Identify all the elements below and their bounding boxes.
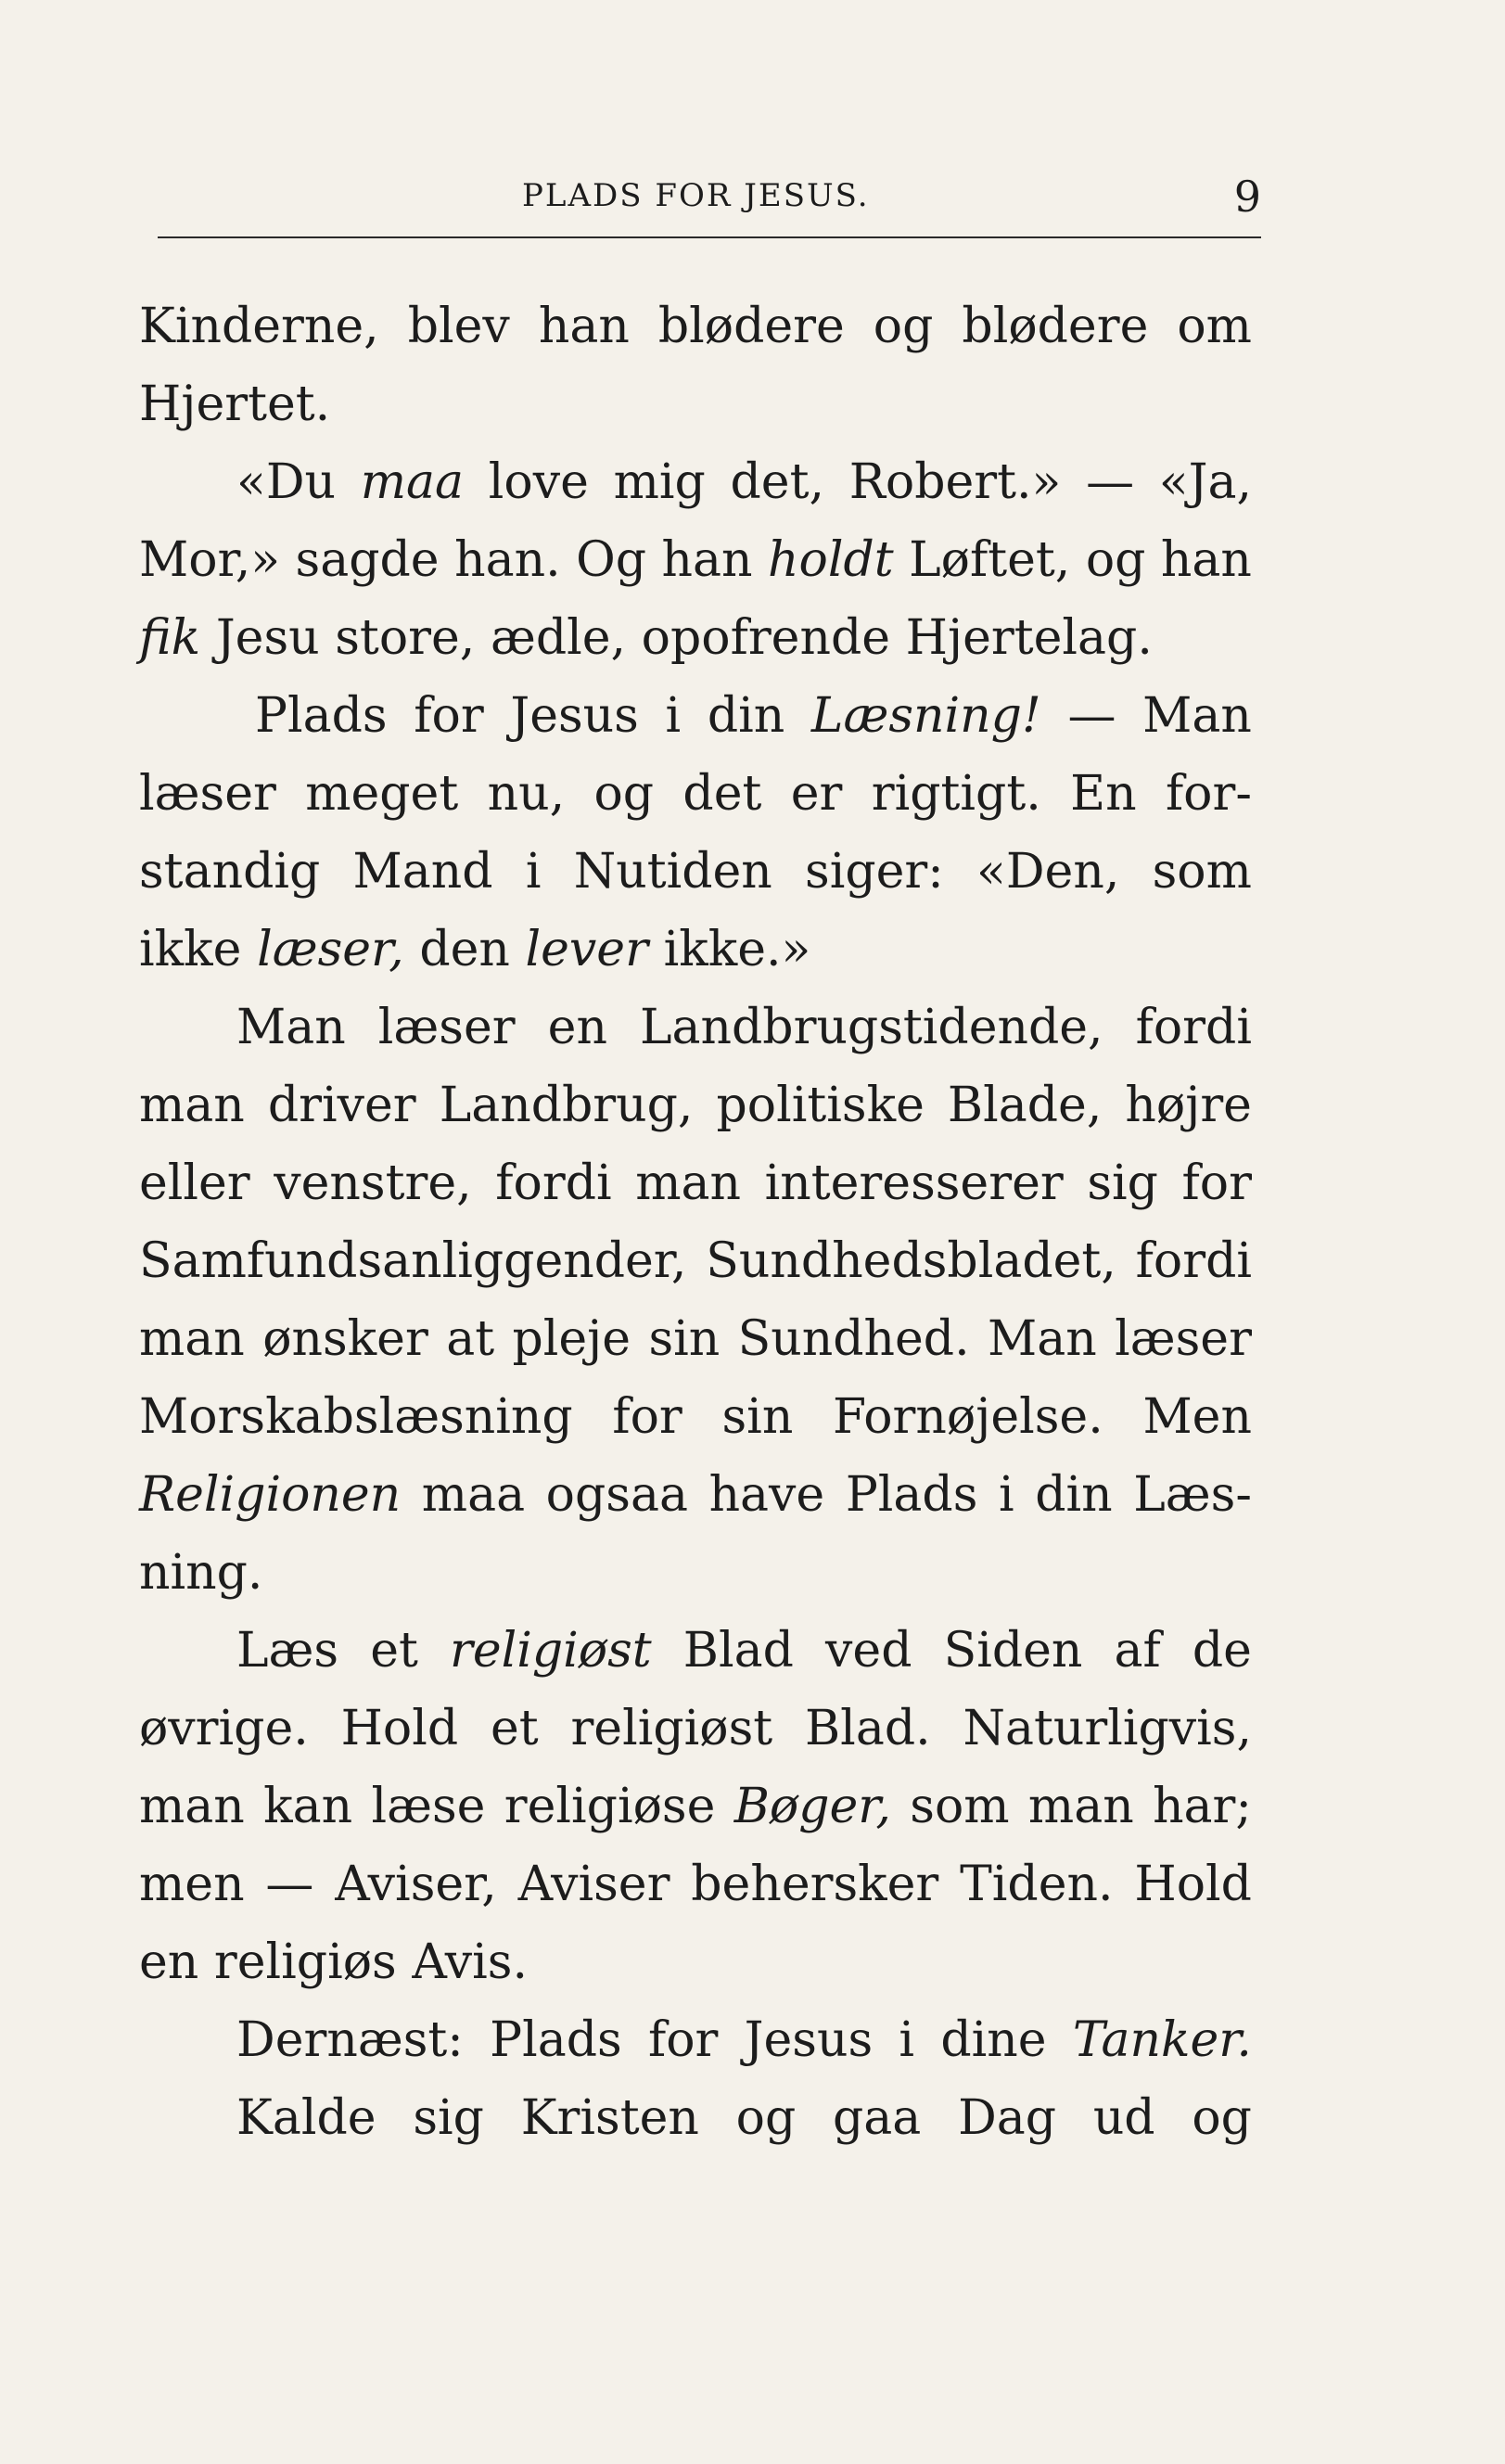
word: blev: [407, 299, 510, 354]
word: Sundhedsbladet,: [706, 1233, 1116, 1289]
word: for: [647, 2012, 719, 2068]
italic-word: læser,: [257, 922, 404, 977]
word: Landbrug,: [439, 1078, 694, 1133]
word: mig: [613, 454, 706, 510]
word: Blad: [682, 1623, 794, 1679]
word: har;: [1153, 1779, 1252, 1834]
text-line: [139, 1222, 1252, 1300]
word: læse: [371, 1779, 486, 1834]
text-line: [139, 1378, 1252, 1456]
word: Løftet,: [909, 532, 1071, 588]
word: for-: [1165, 766, 1252, 822]
italic-word: fik: [139, 610, 201, 666]
word: En: [1070, 766, 1137, 822]
word: Nutiden: [573, 844, 772, 900]
word: Plads: [255, 688, 388, 744]
italic-word: Læsning!: [810, 688, 1041, 744]
word: læser: [1115, 1311, 1252, 1367]
word: Kristen: [520, 2090, 699, 2146]
text-line: [139, 1534, 1252, 1612]
word: blødere: [657, 299, 845, 354]
word: for: [414, 688, 484, 744]
word: Plads: [490, 2012, 622, 2068]
word: han.: [454, 532, 561, 588]
word: Dag: [958, 2090, 1057, 2146]
word: venstre,: [274, 1155, 472, 1211]
text-line: [139, 1768, 1252, 1845]
word: din: [1035, 1467, 1113, 1523]
word: Avis.: [412, 1934, 528, 1990]
page-number: 9: [1233, 172, 1261, 222]
italic-word: religiøst: [449, 1623, 652, 1679]
text-line: [139, 1300, 1252, 1378]
word: den: [419, 922, 510, 977]
word: sin: [721, 1389, 794, 1445]
word: ning.: [139, 1545, 263, 1601]
word: Landbrugstidende,: [639, 1000, 1103, 1055]
word: Hjertet.: [139, 377, 331, 432]
word: Og: [576, 532, 647, 588]
word: Siden: [943, 1623, 1083, 1679]
word: og: [735, 2090, 797, 2146]
word: Man: [987, 1311, 1097, 1367]
word: læser: [377, 1000, 516, 1055]
text-line: [139, 1144, 1252, 1222]
word: Fornøjelse.: [833, 1389, 1103, 1445]
word: Dernæst:: [236, 2012, 464, 2068]
word: Men: [1142, 1389, 1252, 1445]
word: og: [1192, 2090, 1252, 2146]
word: nu,: [487, 766, 566, 822]
word: store,: [335, 610, 476, 666]
text-line: [139, 1923, 1252, 2001]
word: Jesu: [215, 610, 320, 666]
word: man: [635, 1155, 742, 1211]
word: Sundhed.: [737, 1311, 970, 1367]
italic-word: Bøger,: [733, 1779, 891, 1834]
word: man: [139, 1311, 245, 1367]
word: gaa: [833, 2090, 922, 2146]
word: Blad.: [804, 1701, 931, 1756]
word: Mand: [352, 844, 493, 900]
word: fordi: [495, 1155, 612, 1211]
word: opofrende: [641, 610, 890, 666]
word: maa: [421, 1467, 526, 1523]
word: Hold: [1134, 1857, 1252, 1912]
word: man: [139, 1078, 245, 1133]
word: —: [1067, 688, 1116, 744]
text-line: [139, 443, 1252, 521]
word: at: [446, 1311, 495, 1367]
word: sig: [1087, 1155, 1158, 1211]
word: Plads: [845, 1467, 978, 1523]
word: det,: [730, 454, 825, 510]
word: Jesus: [744, 2012, 874, 2068]
word: øvrige.: [139, 1701, 309, 1756]
word: Samfundsanliggender,: [139, 1233, 687, 1289]
italic-word: Tanker.: [1072, 2012, 1252, 2068]
text-line: [139, 911, 1252, 989]
word: Læs-: [1133, 1467, 1252, 1523]
word: Læs: [236, 1623, 339, 1679]
word: Naturligvis,: [963, 1701, 1252, 1756]
word: dine: [940, 2012, 1047, 2068]
word: i: [899, 2012, 915, 2068]
word: have: [708, 1467, 825, 1523]
body-text: [139, 287, 1252, 2157]
word: Aviser: [517, 1857, 670, 1912]
word: og: [593, 766, 655, 822]
word: et: [370, 1623, 418, 1679]
word: om: [1177, 299, 1252, 354]
text-line: [139, 599, 1252, 677]
word: love: [488, 454, 589, 510]
word: ved: [825, 1623, 912, 1679]
word: meget: [305, 766, 459, 822]
word: eller: [139, 1155, 250, 1211]
word: Blade,: [947, 1078, 1103, 1133]
text-line: [139, 2001, 1252, 2079]
word: og: [873, 299, 934, 354]
word: man: [1027, 1779, 1134, 1834]
word: Man: [236, 1000, 346, 1055]
word: Man: [1142, 688, 1252, 744]
word: standig: [139, 844, 321, 900]
word: Hjertelag.: [905, 610, 1153, 666]
word: interesserer: [764, 1155, 1064, 1211]
word: læser: [139, 766, 276, 822]
text-line: [139, 755, 1252, 833]
word: Hold: [340, 1701, 459, 1756]
word: Morskabslæsning: [139, 1389, 573, 1445]
word: —: [265, 1857, 314, 1912]
text-line: [139, 521, 1252, 599]
text-line: [139, 677, 1252, 755]
word: fordi: [1135, 1000, 1252, 1055]
word: for: [1181, 1155, 1252, 1211]
word: driver: [267, 1078, 416, 1133]
text-line: [139, 1456, 1252, 1534]
word: i: [999, 1467, 1014, 1523]
word: sin: [648, 1311, 721, 1367]
text-line: [139, 1066, 1252, 1144]
text-line: [139, 1845, 1252, 1923]
word: som: [910, 1779, 1010, 1834]
word: er: [790, 766, 843, 822]
word: «Ja,: [1158, 454, 1252, 510]
word: som: [1152, 844, 1252, 900]
italic-word: Religionen: [139, 1467, 402, 1523]
word: han: [661, 532, 753, 588]
word: Robert.»: [848, 454, 1062, 510]
word: sagde: [295, 532, 440, 588]
word: men: [139, 1857, 245, 1912]
word: —: [1086, 454, 1135, 510]
text-line: [139, 833, 1252, 911]
word: en: [547, 1000, 607, 1055]
word: «Du: [236, 454, 336, 510]
text-line: [139, 365, 1252, 443]
word: for: [612, 1389, 682, 1445]
word: ogsaa: [545, 1467, 688, 1523]
word: ud: [1092, 2090, 1155, 2146]
word: han: [538, 299, 630, 354]
word: rigtigt.: [871, 766, 1041, 822]
word: religiøst: [570, 1701, 773, 1756]
word: han: [1160, 532, 1252, 588]
word: din: [707, 688, 785, 744]
word: de: [1192, 1623, 1252, 1679]
word: af: [1114, 1623, 1161, 1679]
italic-word: holdt: [768, 532, 894, 588]
word: og: [1085, 532, 1146, 588]
word: ikke: [139, 922, 242, 977]
word: «Den,: [976, 844, 1120, 900]
text-line: [139, 1612, 1252, 1690]
word: fordi: [1135, 1233, 1252, 1289]
word: pleje: [512, 1311, 631, 1367]
word: behersker: [691, 1857, 939, 1912]
word: kan: [263, 1779, 353, 1834]
text-line: [139, 989, 1252, 1066]
word: Kinderne,: [139, 299, 379, 354]
word: ønsker: [262, 1311, 428, 1367]
word: religiøs: [213, 1934, 397, 1990]
word: siger:: [805, 844, 944, 900]
word: Jesus: [510, 688, 639, 744]
text-line: [139, 2079, 1252, 2157]
word: ikke.»: [663, 922, 811, 977]
text-line: [139, 287, 1252, 365]
word: Aviser,: [335, 1857, 497, 1912]
word: i: [525, 844, 542, 900]
word: højre: [1125, 1078, 1252, 1133]
word: sig: [413, 2090, 484, 2146]
word: et: [490, 1701, 539, 1756]
italic-word: maa: [360, 454, 465, 510]
word: i: [665, 688, 682, 744]
italic-word: lever: [525, 922, 648, 977]
word: Kalde: [236, 2090, 376, 2146]
running-head: PLADS FOR JESUS.: [522, 177, 870, 214]
word: det: [682, 766, 762, 822]
word: man: [139, 1779, 245, 1834]
word: Mor,»: [139, 532, 281, 588]
page-header: [158, 172, 1261, 238]
word: religiøse: [504, 1779, 716, 1834]
word: blødere: [962, 299, 1149, 354]
word: Tiden.: [960, 1857, 1114, 1912]
word: politiske: [716, 1078, 925, 1133]
word: ædle,: [490, 610, 627, 666]
word: en: [139, 1934, 199, 1990]
text-line: [139, 1690, 1252, 1768]
